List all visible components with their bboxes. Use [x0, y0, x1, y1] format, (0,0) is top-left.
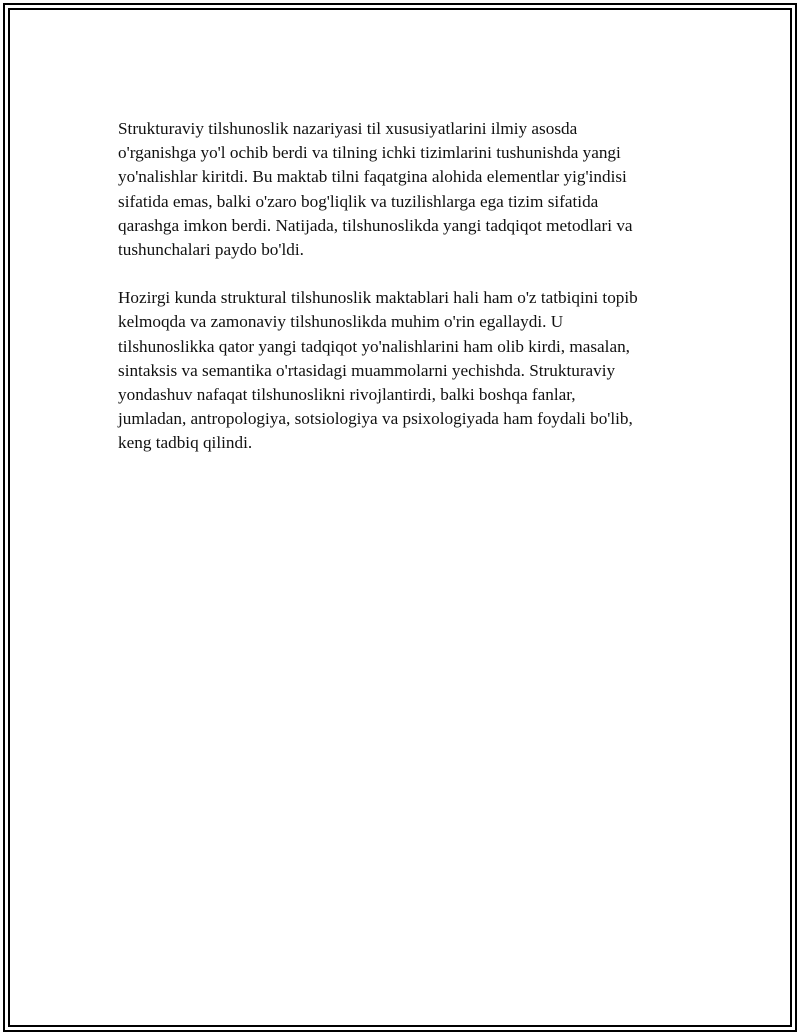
- paragraph-line: kelmoqda va zamonaviy tilshunoslikda muhim o'rin egallaydi. U: [118, 312, 564, 332]
- paragraph-1: [118, 117, 688, 262]
- paragraph-line: sifatida emas, balki o'zaro bog'liqlik va tuzilishlarga ega tizim sifatida: [118, 191, 599, 211]
- paragraph-line: qarashga imkon berdi. Natijada, tilshunoslikda yangi tadqiqot metodlari va: [118, 215, 633, 235]
- paragraph-2: [118, 286, 688, 455]
- paragraph-line: keng tadbiq qilindi.: [118, 433, 253, 453]
- paragraph-line: sintaksis va semantika o'rtasidagi muammolarni yechishda. Strukturaviy: [118, 360, 616, 380]
- document-body: [118, 117, 688, 456]
- paragraph-line: o'rganishga yo'l ochib berdi va tilning ichki tizimlarini tushunishda yangi: [118, 143, 621, 163]
- paragraph-line: tushunchalari paydo bo'ldi.: [118, 240, 304, 260]
- paragraph-line: yondashuv nafaqat tilshunoslikni rivojlantirdi, balki boshqa fanlar,: [118, 385, 576, 405]
- paragraph-line: Strukturaviy tilshunoslik nazariyasi til xususiyatlarini ilmiy asosda: [118, 119, 578, 138]
- paragraph-line: yo'nalishlar kiritdi. Bu maktab tilni faqatgina alohida elementlar yig'indisi: [118, 167, 627, 187]
- paragraph-line: Hozirgi kunda struktural tilshunoslik maktablari hali ham o'z tatbiqini topib: [118, 288, 638, 308]
- paragraph-line: jumladan, antropologiya, sotsiologiya va psixologiyada ham foydali bo'lib,: [118, 409, 633, 429]
- paragraph-line: tilshunoslikka qator yangi tadqiqot yo'nalishlarini ham olib kirdi, masalan,: [118, 336, 630, 356]
